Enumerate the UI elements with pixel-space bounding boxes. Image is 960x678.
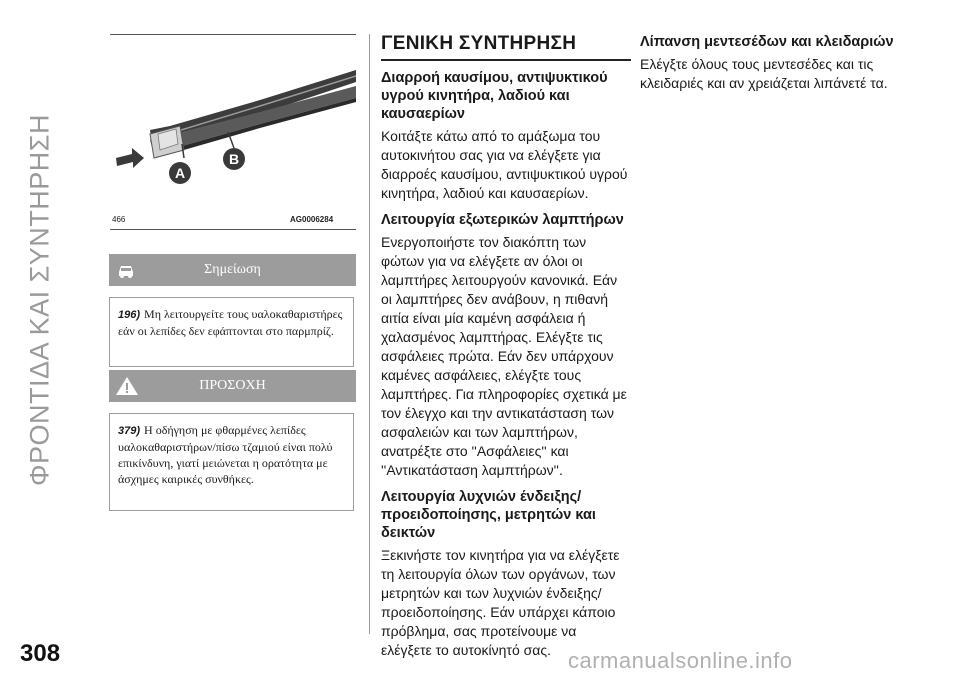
warning-body (109, 413, 354, 511)
note-title: Σημείωση (204, 262, 261, 277)
figure-number: 466 (112, 215, 126, 224)
side-chapter-title: ΦΡΟΝΤΙΔΑ ΚΑΙ ΣΥΝΤΗΡΗΣΗ (24, 113, 55, 487)
wiper-figure (110, 40, 356, 225)
figure-code: AG0006284 (290, 215, 334, 224)
note-header (109, 254, 356, 286)
subsection-text: Ενεργοποιήστε τον διακόπτη των φώτων για να ελέγξετε αν όλοι οι λαμπτήρες λειτουργούν κανονικά. Εάν οι λαμπτήρες δεν ανάβουν, η πιθανή αιτία είναι μία καμένη ασφάλεια ή χαλασμένος λαμπτήρας. Ελέγξτε τις ασφάλειες πρώτα. Εάν δεν υπάρχουν καμένες ασφάλειες, ελέγξτε τους λαμπτήρες. Για πληροφορίες σχετικά με τον έλεγχο και την αντικατάσταση των ασφαλειών και των λαμπτήρων, ανατρέξτε στο ''Ασφάλειες'' και ''Αντικατάσταση λαμπτήρων''. (381, 234, 627, 478)
subsection-title: Διαρροή καυσίμου, αντιψυκτικού υγρού κινητήρα, λαδιού και καυσαερίων (381, 70, 608, 122)
note-ref: 196) (118, 309, 141, 321)
subsection-title: Λειτουργία εξωτερικών λαμπτήρων (381, 212, 624, 228)
column-divider (369, 34, 370, 634)
note-body (109, 297, 354, 367)
wiper-blade-illustration (110, 40, 356, 225)
subsection-title: Λειτουργία λυχνιών ένδειξης/ προειδοποίησης, μετρητών και δεικτών (381, 489, 596, 541)
watermark: carmanualsonline.info (568, 648, 793, 673)
section-title: ΓΕΝΙΚΗ ΣΥΝΤΗΡΗΣΗ (381, 33, 631, 61)
label-a: A (174, 165, 186, 181)
figure-bottom-rule (110, 229, 356, 230)
label-b: B (228, 151, 240, 167)
note-text: Μη λειτουργείτε τους υαλοκαθαριστήρες εάν οι λεπίδες δεν εφάπτονται στο παρμπρίζ. (118, 307, 343, 338)
warning-header (109, 370, 356, 402)
main-column (381, 33, 631, 666)
warning-ref: 379) (118, 425, 141, 437)
subsection-text: Ξεκινήστε τον κινητήρα για να ελέγξετε τη λειτουργία όλων των οργάνων, των μετρητών και των λυχνιών ένδειξης/προειδοποίησης. Εάν υπάρχει κάποιο πρόβλημα, σας προτείνουμε να ελέγξετε το αυτοκίνητό σας. (381, 547, 620, 658)
figure-top-rule (110, 34, 356, 35)
subsection-title: Λίπανση μεντεσέδων και κλειδαριών (640, 34, 894, 50)
right-column (640, 33, 900, 99)
page-number: 308 (20, 640, 61, 667)
warning-text: Η οδήγηση με φθαρμένες λεπίδες υαλοκαθαριστήρων/πίσω τζαμιού είναι πολύ επικίνδυνη, γιατί μειώνεται η ορατότητα με άσχημες καιρικές συνθήκες. (118, 423, 333, 486)
subsection-text: Ελέγξτε όλους τους μεντεσέδες και τις κλειδαριές και αν χρειάζεται λιπάνετέ τα. (640, 56, 888, 91)
subsection-text: Κοιτάξτε κάτω από το αμάξωμα του αυτοκινήτου σας για να ελέγξετε για διαρροές καυσίμου, αντιψυκτικού υγρού κινητήρα, λαδιού και καυσαερίων. (381, 128, 628, 201)
warning-title: ΠΡΟΣΟΧΗ (199, 378, 266, 393)
